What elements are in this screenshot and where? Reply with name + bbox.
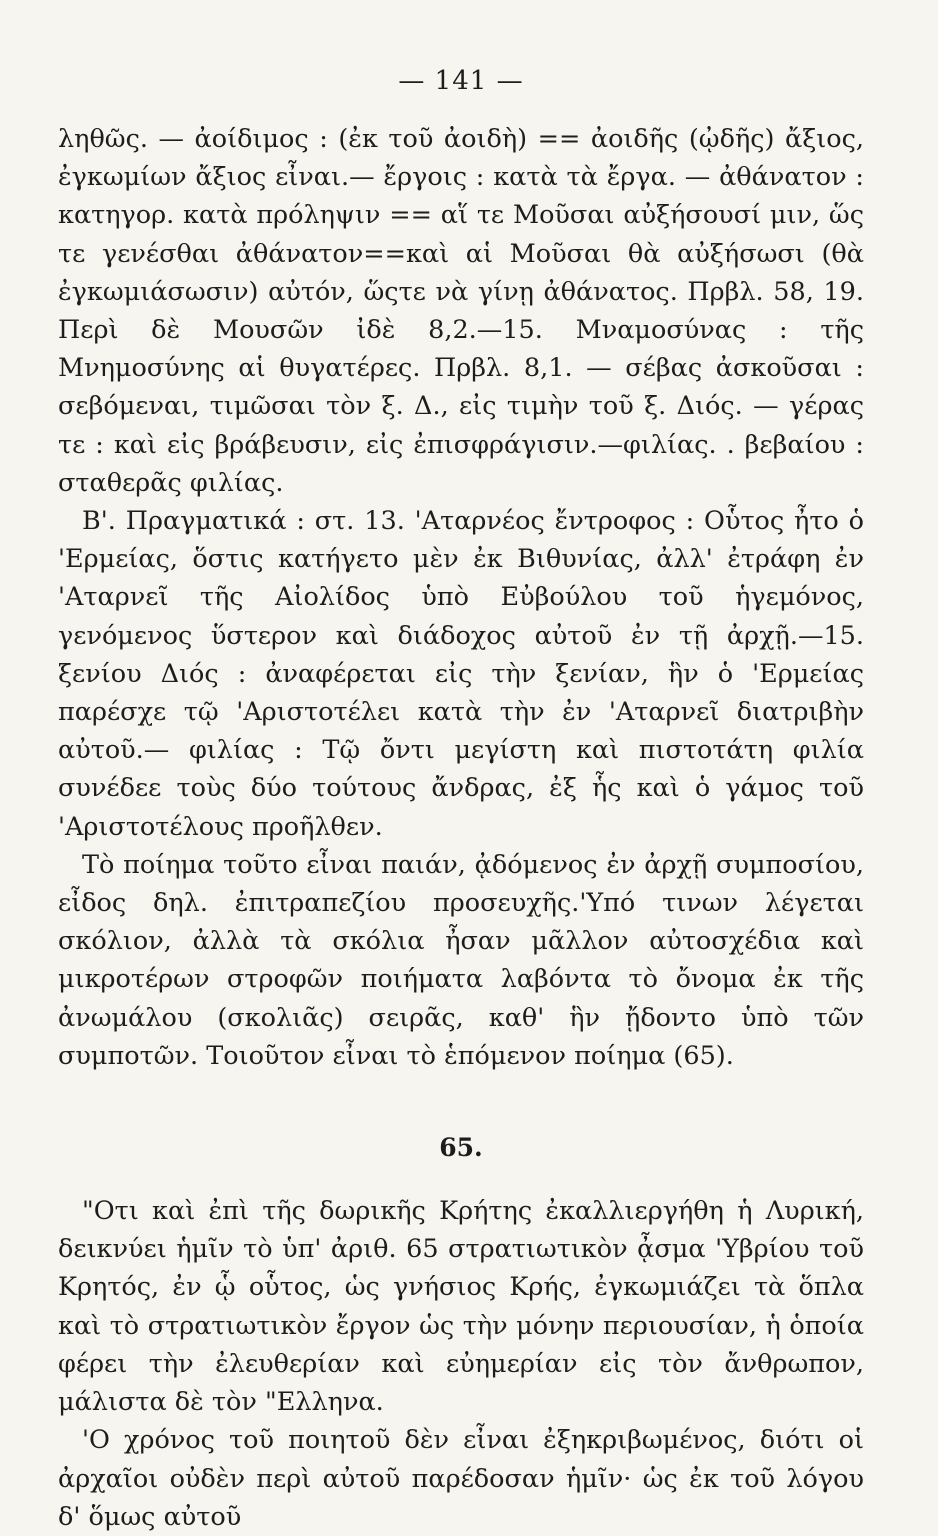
- commentary-paragraph-3: Τὸ ποίημα τοῦτο εἶναι παιάν, ᾀδόμενος ἐν ἀρχῇ συμποσίου, εἶδος δηλ. ἐπιτραπεζίου προσευχῆς.'Υπό τινων λέγεται σκόλιον, ἀλλὰ τὰ σκόλια ἦσαν μᾶλλον αὐτοσχέδια καὶ μικροτέρων στροφῶν ποιήματα λαβόντα τὸ ὄνομα ἐκ τῆς ἀνωμάλου (σκολιᾶς) σειρᾶς, καθ' ἣν ᾔδοντο ὑπὸ τῶν συμποτῶν. Τοιοῦτον εἶναι τὸ ἑπόμενον ποίημα (65).: [58, 849, 864, 1071]
- page-number: — 141 —: [398, 66, 524, 96]
- section-paragraph-1: "Οτι καὶ ἐπὶ τῆς δωρικῆς Κρήτης ἐκαλλιεργήθη ἡ Λυρική, δεικνύει ἡμῖν τὸ ὑπ' ἀριθ. 65 στρατιωτικὸν ᾆσμα 'Υβρίου τοῦ Κρητός, ἐν ᾧ οὗτος, ὡς γνήσιος Κρής, ἐγκωμιάζει τὰ ὅπλα καὶ τὸ στρατιωτικὸν ἔργον ὡς τὴν μόνην περιουσίαν, ἡ ὁποία φέρει τὴν ἐλευθερίαν καὶ εὐημερίαν εἰς τὸν ἄνθρωπον, μάλιστα δὲ τὸν "Ελληνα.: [58, 1196, 864, 1418]
- commentary-paragraph-1: ληθῶς. — ἀοίδιμος : (ἐκ τοῦ ἀοιδὴ) == ἀοιδῆς (ᾠδῆς) ἄξιος, ἐγκωμίων ἄξιος εἶναι.— ἔργοις : κατὰ τὰ ἔργα. — ἀθάνατον : κατηγορ. κατὰ πρόληψιν == αἵ τε Μοῦσαι αὐξήσουσί μιν, ὥς τε γενέσθαι ἀθάνατον==καὶ αἱ Μοῦσαι θὰ αὐξήσωσι (θὰ ἐγκωμιάσωσιν) αὐτόν, ὥςτε νὰ γίνῃ ἀθάνατος. Πρβλ. 58, 19. Περὶ δὲ Μουσῶν ἰδὲ 8,2.—15. Μναμοσύνας : τῆς Μνημοσύνης αἱ θυγατέρες. Πρβλ. 8,1. — σέβας ἀσκοῦσαι : σεβόμεναι, τιμῶσαι τὸν ξ. Δ., εἰς τιμὴν τοῦ ξ. Διός. — γέρας τε : καὶ εἰς βράβευσιν, εἰς ἐπισφράγισιν.—φιλίας. . βεβαίου : σταθερᾶς φιλίας.: [58, 124, 864, 498]
- section-paragraph-2: 'Ο χρόνος τοῦ ποιητοῦ δὲν εἶναι ἐξηκριβωμένος, διότι οἱ ἀρχαῖοι οὐδὲν περὶ αὐτοῦ παρέδοσαν ἡμῖν· ὡς ἐκ τοῦ λόγου δ' ὅμως αὐτοῦ: [58, 1425, 864, 1532]
- commentary-paragraph-2: Β'. Πραγματικά : στ. 13. 'Αταρνέος ἔντροφος : Οὗτος ἦτο ὁ 'Ερμείας, ὅστις κατήγετο μὲν ἐκ Βιθυνίας, ἀλλ' ἐτράφη ἐν 'Αταρνεῖ τῆς Αἰολίδος ὑπὸ Εὐβούλου τοῦ ἡγεμόνος, γενόμενος ὕστερον καὶ διάδοχος αὐτοῦ ἐν τῇ ἀρχῇ.—15. ξενίου Διός : ἀναφέρεται εἰς τὴν ξενίαν, ἣν ὁ 'Ερμείας παρέσχε τῷ 'Αριστοτέλει κατὰ τὴν ἐν 'Αταρνεῖ διατριβὴν αὐτοῦ.— φιλίας : Τῷ ὄντι μεγίστη καὶ πιστοτάτη φιλία συνέδεε τοὺς δύο τούτους ἄνδρας, ἐξ ἧς καὶ ὁ γάμος τοῦ 'Αριστοτέλους προῆλθεν.: [58, 506, 864, 842]
- section-heading: 65.: [439, 1133, 483, 1163]
- book-page: [58, 66, 864, 1536]
